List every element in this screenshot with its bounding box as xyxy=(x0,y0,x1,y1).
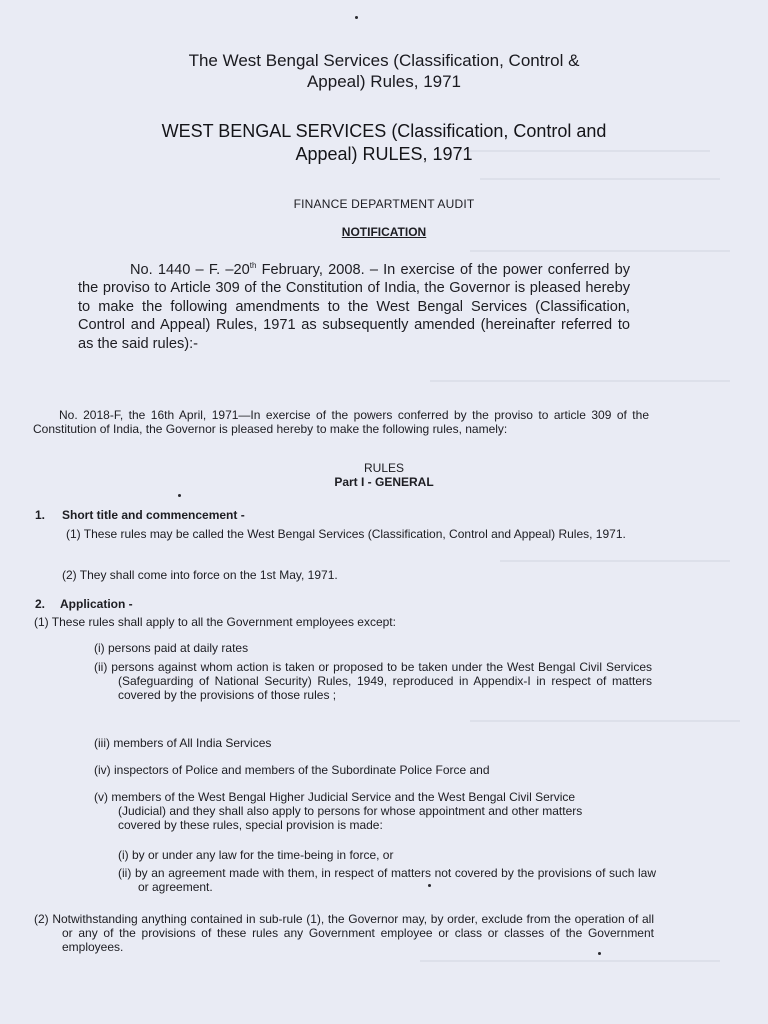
part-label: Part I - GENERAL xyxy=(334,475,434,489)
section-1-clause-1: (1) These rules may be called the West Bengal Services (Classification, Control and Appeal) Rules, 1971. xyxy=(66,527,626,541)
document-title: The West Bengal Services (Classification, Control & xyxy=(188,51,580,70)
document-title-line2: Appeal) Rules, 1971 xyxy=(306,72,462,91)
special-provision-item-ii: (ii) by an agreement made with them, in respect of matters not covered by the provisions of such law or agreement. xyxy=(118,866,656,894)
bleed-through-line xyxy=(480,178,720,180)
section-2-title: Application - xyxy=(60,597,133,611)
section-2-number: 2. xyxy=(35,597,46,611)
section-2-clause-2: (2) Notwithstanding anything contained in sub-rule (1), the Governor may, by order, exclude from the operation of all or any of the provisions of these rules any Government employee or class or classes of the Government employees. xyxy=(34,912,654,954)
document-heading: WEST BENGAL SERVICES (Classification, Control and xyxy=(161,121,607,141)
bleed-through-line xyxy=(470,250,730,252)
department-label: FINANCE DEPARTMENT AUDIT xyxy=(293,197,475,211)
scan-speck xyxy=(178,494,181,497)
bleed-through-line xyxy=(500,560,730,562)
section-1-number: 1. xyxy=(35,508,46,522)
notification-label: NOTIFICATION xyxy=(341,225,427,239)
special-provision-item-i: (i) by or under any law for the time-being in force, or xyxy=(118,848,394,862)
preamble-paragraph: No. 2018-F, the 16th April, 1971—In exercise of the powers conferred by the proviso to article 309 of the Constitution of India, the Governor is pleased hereby to make the following rules, namely: xyxy=(33,408,649,436)
exception-item-iv: (iv) inspectors of Police and members of the Subordinate Police Force and xyxy=(94,763,490,777)
exception-item-ii: (ii) persons against whom action is taken or proposed to be taken under the West Bengal Civil Services (Safeguarding of National Security) Rules, 1949, reproduced in Appendix-I in respect of matters covered by the provisions of those rules ; xyxy=(94,660,652,702)
rules-label: RULES xyxy=(363,461,404,475)
section-1-clause-2: (2) They shall come into force on the 1st May, 1971. xyxy=(62,568,338,582)
notification-number: No. 1440 – F. –20 xyxy=(130,261,250,278)
exception-item-i: (i) persons paid at daily rates xyxy=(94,641,249,655)
bleed-through-line xyxy=(420,960,720,962)
scan-speck xyxy=(355,16,358,19)
notification-superscript: th xyxy=(249,261,257,270)
bleed-through-line xyxy=(430,380,730,382)
exception-item-v: (v) members of the West Bengal Higher Judicial Service and the West Bengal Civil Service (Judicial) and they shall also apply to persons for whose appointment and other matters covered by these rules, special provision is made: xyxy=(94,790,583,832)
section-1-title: Short title and commencement - xyxy=(62,508,245,522)
notification-paragraph xyxy=(78,257,630,353)
document-heading-line2: Appeal) RULES, 1971 xyxy=(295,144,473,164)
section-2-intro: (1) These rules shall apply to all the Government employees except: xyxy=(34,615,396,629)
exception-item-iii: (iii) members of All India Services xyxy=(94,736,272,750)
notification-text: February, 2008. – In exercise of the power conferred by the proviso to Article 309 of the Constitution of India, the Governor is pleased hereby to make the following amendments to the West Bengal Services (Classification, Control and Appeal) Rules, 1971 as subsequently amended (hereinafter referred to as the said rules):- xyxy=(78,261,630,352)
bleed-through-line xyxy=(470,720,740,722)
